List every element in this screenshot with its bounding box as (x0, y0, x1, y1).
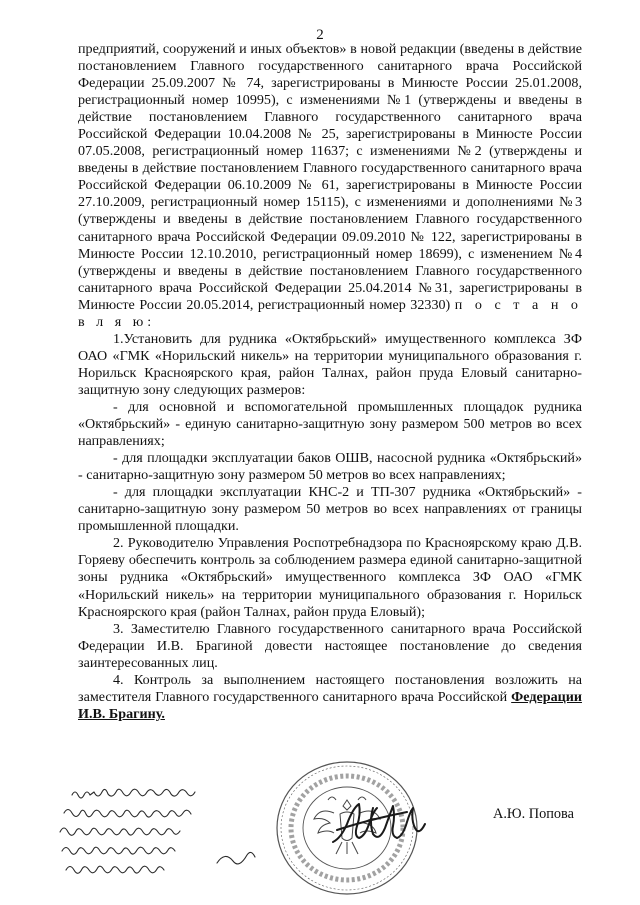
handwriting-stroke (72, 789, 195, 798)
signature-stroke (371, 806, 425, 838)
paragraph-item-1-sub-c: - для площадки эксплуатации КНС-2 и ТП-307 рудника «Октябрьский» - санитарно-защитную зону размером 50 метров во всех направлениях от границы промышленной площадки. (78, 484, 582, 535)
handwritten-registration-note (52, 783, 277, 883)
paragraph-item-4 (78, 672, 582, 723)
paragraph-preamble (78, 41, 582, 331)
paragraph-item-1-sub-b: - для площадки эксплуатации баков ОШВ, насосной рудника «Октябрьский» - санитарно-защитную зону размером 50 метров во всех направлениях; (78, 450, 582, 484)
paragraph-item-3: 3. Заместителю Главного государственного санитарного врача Российской Федерации И.В. Брагиной довести настоящее постановление до сведения заинтересованных лиц. (78, 620, 582, 671)
handwriting-stroke (217, 852, 255, 863)
paragraph-item-1: 1.Установить для рудника «Октябрьский» имущественного комплекса ЗФ ОАО «ГМК «Норильский никель» на территории муниципального образования г. Норильск Красноярского края, район Талнах, район пруда Еловый санитарно-защитную зону следующих размеров: (78, 330, 582, 398)
handwriting-stroke (64, 810, 191, 818)
preamble-text: предприятий, сооружений и иных объектов» в новой редакции (введены в действие постановлением Главного государственного санитарного врача Российской Федерации 25.09.2007 № 74, зарегистрированы в Минюсте России 25.01.2008, регистрационный номер 10995), с изменениями №1 (утверждены и введены в действие постановлением Главного государственного санитарного врача Российской Федерации 10.04.2008 № 25, зарегистрированы в Минюсте России 07.05.2008, регистрационный номер 11637; с изменениями №2 (утверждены и введены в действие постановлением Главного государственного санитарного врача Российской Федерации 06.10.2009 № 61, зарегистрированы в Минюсте России 27.10.2009, регистрационный номер 15115), с изменениями и дополнениями №3 (утверждены и введены в действие постановлением Главного государственного санитарного врача Российской Федерации 09.09.2010 № 122, зарегистрированы в Минюсте России 12.10.2010, регистрационный номер 18699), с изменением №4 (утверждены и введены в действие постановлением Главного государственного санитарного врача Российской Федерации 25.04.2014 №31, зарегистрированы в Минюсте России 20.05.2014, регистрационный номер 32330) (78, 41, 582, 313)
page-number: 2 (316, 27, 324, 43)
item-4-final-words: Федерации И.В. Брагину. (78, 688, 582, 722)
signer-name: А.Ю. Попова (493, 806, 574, 822)
resolution-word: п о с т а н о в л я ю: (78, 296, 582, 330)
handwriting-stroke (60, 828, 180, 835)
document-body (78, 41, 582, 723)
handwriting-stroke (62, 847, 175, 854)
paragraph-item-2: 2. Руководителю Управления Роспотребнадзора по Красноярскому краю Д.В. Горяеву обеспечить контроль за соблюдением размера единой санитарно-защитной зоны рудника «Октябрьский» имущественного комплекса ЗФ ОАО «ГМК «Норильский никель» на территории муниципального образования г. Норильск Красноярского края (район Талнах, район пруда Еловый); (78, 535, 582, 620)
item-4-text: 4. Контроль за выполнением настоящего постановления возложить на заместителя Главного государственного санитарного врача Российской (78, 671, 582, 705)
paragraph-item-1-sub-a: - для основной и вспомогательной промышленных площадок рудника «Октябрьский» - единую санитарно-защитную зону размером 500 метров во всех направлениях; (78, 398, 582, 450)
handwritten-signature (325, 790, 430, 855)
handwriting-stroke (66, 866, 164, 873)
